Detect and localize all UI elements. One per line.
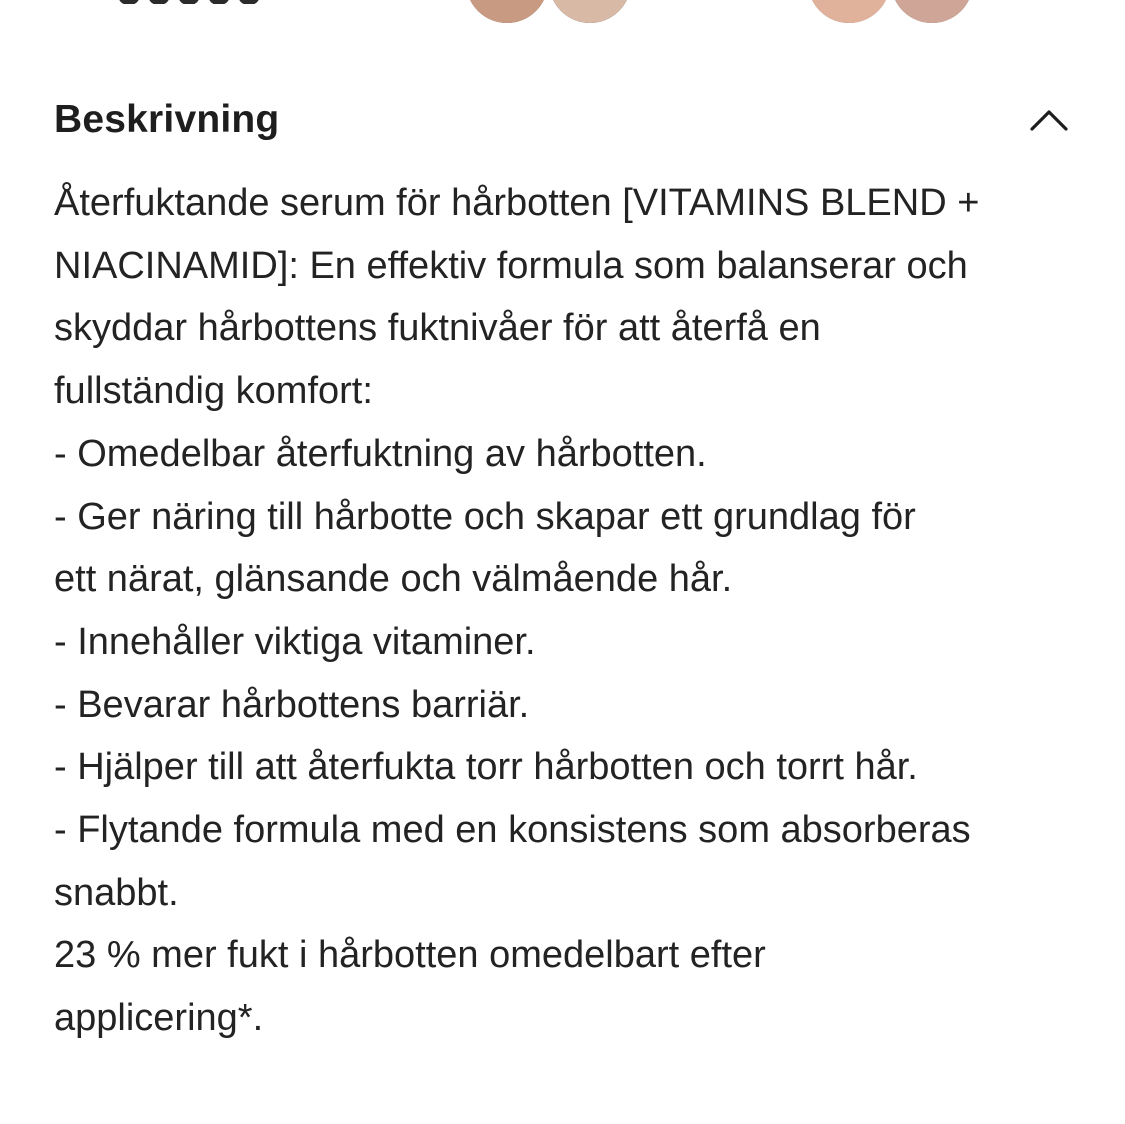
description-line: 23 % mer fukt i hårbotten omedelbart efter bbox=[54, 934, 766, 977]
description-line: - Omedelbar återfuktning av hårbotten. bbox=[54, 432, 707, 475]
description-line: fullständig komfort: bbox=[54, 370, 373, 413]
user-avatar[interactable] bbox=[546, 0, 634, 26]
description-line: snabbt. bbox=[54, 871, 179, 914]
description-line: - Bevarar hårbottens barriär. bbox=[54, 683, 530, 726]
description-line: - Flytande formula med en konsistens som absorberas bbox=[54, 809, 971, 852]
description-line: NIACINAMID]: En effektiv formula som balanserar och bbox=[54, 244, 968, 287]
cropped-text bbox=[118, 0, 318, 4]
user-avatar[interactable] bbox=[463, 0, 551, 26]
user-avatar[interactable] bbox=[805, 0, 893, 26]
description-line: skyddar hårbottens fuktnivåer för att återfå en bbox=[54, 307, 821, 350]
top-partial-strip bbox=[0, 0, 1125, 30]
description-text bbox=[54, 172, 1084, 1050]
section-title: Beskrivning bbox=[54, 98, 280, 141]
description-line: ett närat, glänsande och välmående hår. bbox=[54, 558, 733, 601]
description-section-header[interactable] bbox=[54, 92, 1071, 148]
chevron-up-icon[interactable] bbox=[1027, 98, 1071, 142]
description-line: - Ger näring till hårbotte och skapar ett grundlag för bbox=[54, 495, 916, 538]
description-line: - Hjälper till att återfukta torr hårbotten och torrt hår. bbox=[54, 746, 918, 789]
description-line: - Innehåller viktiga vitaminer. bbox=[54, 620, 536, 663]
description-line: Återfuktande serum för hårbotten [VITAMINS BLEND + bbox=[54, 182, 980, 224]
description-line: applicering*. bbox=[54, 997, 264, 1040]
user-avatar[interactable] bbox=[888, 0, 976, 26]
